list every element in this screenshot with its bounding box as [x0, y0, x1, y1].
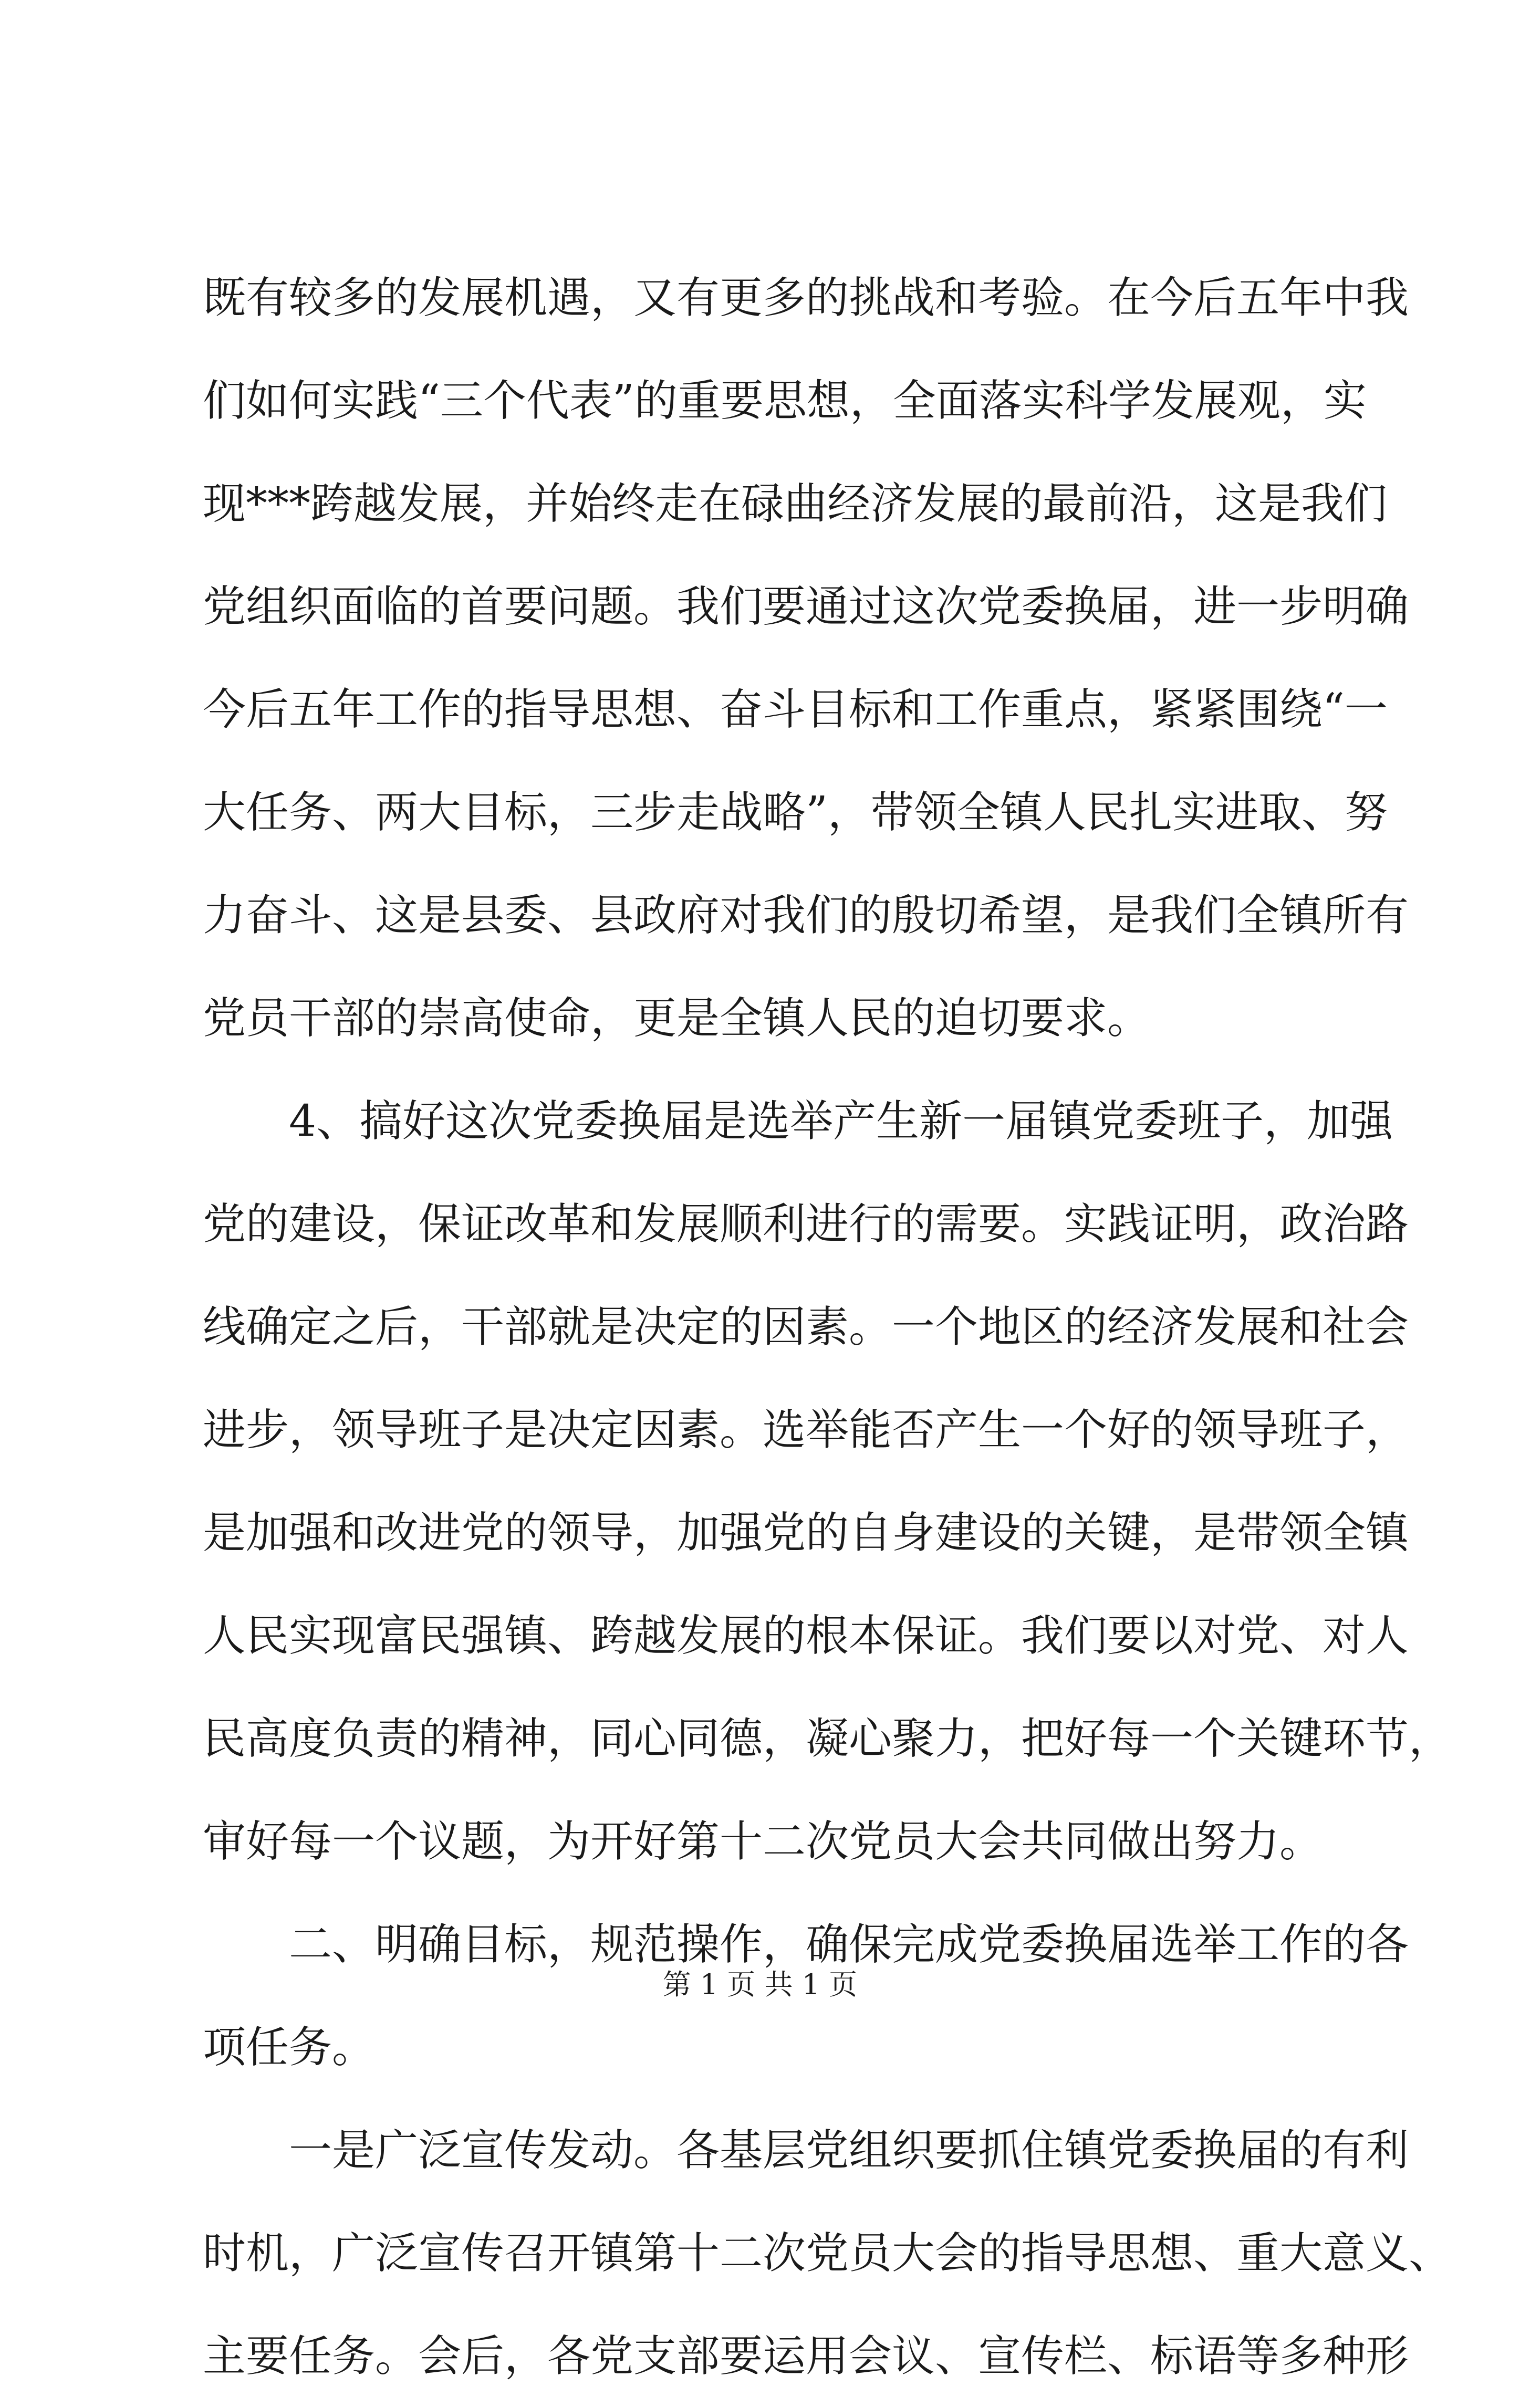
- text-line: 党员干部的崇高使命，更是全镇人民的迫切要求。: [203, 993, 1151, 1043]
- text-line: 审好每一个议题，为开好第十二次党员大会共同做出努力。: [203, 1817, 1323, 1867]
- section-heading-line: 二、明确目标，规范操作，确保完成党委换届选举工作的各: [289, 1920, 1409, 1970]
- text-line: 一是广泛宣传发动。各基层党组织要抓住镇党委换届的有利: [289, 2126, 1409, 2175]
- text-line: 党的建设，保证改革和发展顺利进行的需要。实践证明，政治路: [203, 1199, 1409, 1249]
- text-line: 力奋斗、这是县委、县政府对我们的殷切希望，是我们全镇所有: [203, 891, 1409, 940]
- text-line: 既有较多的发展机遇，又有更多的挑战和考验。在今后五年中我: [203, 273, 1409, 323]
- text-line: 现***跨越发展，并始终走在碌曲经济发展的最前沿，这是我们: [203, 479, 1388, 529]
- text-line: 人民实现富民强镇、跨越发展的根本保证。我们要以对党、对人: [203, 1611, 1409, 1661]
- page-footer: [0, 1964, 1520, 2006]
- text-line: 党组织面临的首要问题。我们要通过这次党委换届，进一步明确: [203, 582, 1409, 632]
- text-line: 时机，广泛宣传召开镇第十二次党员大会的指导思想、重大意义、: [203, 2228, 1452, 2278]
- text-line: 主要任务。会后，各党支部要运用会议、宣传栏、标语等多种形: [203, 2331, 1409, 2381]
- text-line: 大任务、两大目标，三步走战略”，带领全镇人民扎实进取、努: [203, 788, 1388, 837]
- text-line: 进步，领导班子是决定因素。选举能否产生一个好的领导班子，: [203, 1405, 1409, 1455]
- page-number: 第 1 页 共 1 页: [662, 1968, 858, 2001]
- text-line: 线确定之后，干部就是决定的因素。一个地区的经济发展和社会: [203, 1302, 1409, 1352]
- document-body: [203, 247, 1452, 2408]
- text-line: 是加强和改进党的领导，加强党的自身建设的关键，是带领全镇: [203, 1508, 1409, 1558]
- text-line: 4、搞好这次党委换届是选举产生新一届镇党委班子，加强: [289, 1096, 1393, 1146]
- text-line: 们如何实践“三个代表”的重要思想，全面落实科学发展观，实: [203, 376, 1367, 426]
- text-line: 今后五年工作的指导思想、奋斗目标和工作重点，紧紧围绕“一: [203, 685, 1388, 735]
- section-heading-line: 项任务。: [203, 2023, 376, 2072]
- text-line: 民高度负责的精神，同心同德，凝心聚力，把好每一个关键环节，: [203, 1714, 1452, 1764]
